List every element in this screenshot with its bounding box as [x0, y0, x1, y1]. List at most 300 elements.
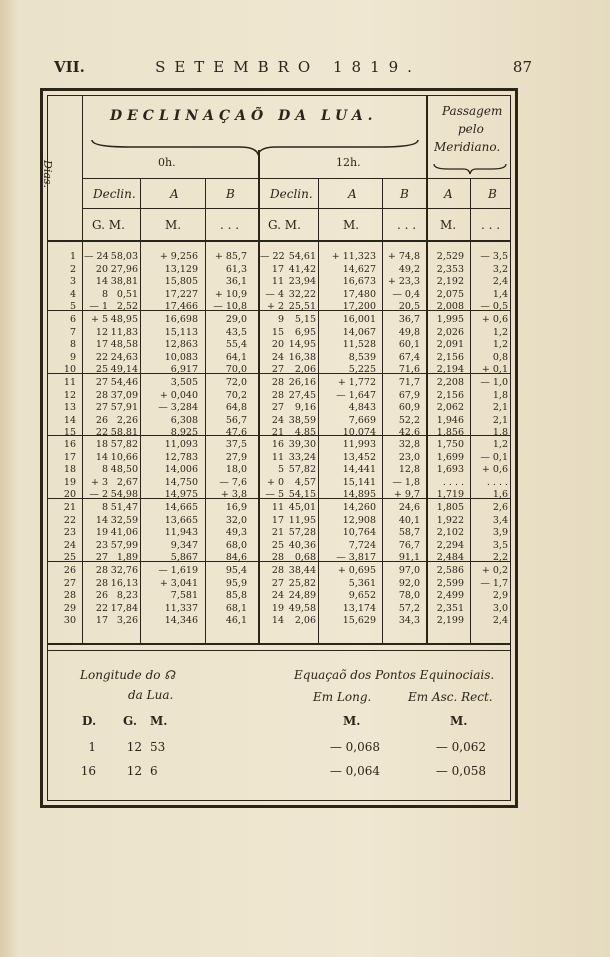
- table-cell: 27: [271, 402, 284, 414]
- table-cell: — 3,5: [480, 251, 508, 262]
- table-cell: 32,59: [110, 514, 138, 526]
- column-days: [50, 502, 76, 565]
- table-cell: 76,7: [398, 539, 420, 551]
- col-declin-12: Declin.: [270, 187, 313, 201]
- table-cell: 2,499: [436, 590, 464, 602]
- table-cell: 27,96: [110, 263, 138, 275]
- footer-cell: 6: [150, 764, 158, 778]
- table-cell: 14,627: [342, 263, 376, 275]
- table-cell: 26: [63, 565, 76, 576]
- table-cell: 24: [271, 351, 284, 363]
- table-cell: + 0,6: [481, 314, 508, 325]
- table-cell: 16,13: [110, 577, 138, 589]
- table-cell: 13,174: [342, 602, 376, 614]
- table-cell: 18: [63, 464, 76, 476]
- divider: [47, 650, 511, 651]
- table-cell: 15,141: [342, 476, 376, 488]
- column-pa: [428, 251, 464, 314]
- table-cell: + 9,256: [159, 251, 198, 262]
- column-g0: [84, 377, 108, 440]
- table-cell: 1,922: [436, 514, 464, 526]
- divider: [47, 643, 511, 645]
- table-cell: 11,337: [164, 602, 198, 614]
- table-cell: 10,66: [110, 451, 138, 463]
- table-cell: 3,9: [492, 527, 508, 539]
- table-cell: 12: [63, 389, 76, 401]
- table-cell: 2,062: [436, 402, 464, 414]
- table-cell: 92,0: [398, 577, 420, 589]
- table-cell: 43,5: [225, 326, 247, 338]
- table-cell: 72,0: [225, 377, 247, 388]
- em-long-label: Em Long.: [313, 690, 372, 704]
- table-cell: 38,44: [288, 565, 316, 576]
- table-cell: 28: [95, 565, 108, 576]
- longitude-title-2: da Lua.: [128, 688, 174, 702]
- table-cell: 3: [69, 276, 76, 288]
- table-cell: 1,856: [436, 427, 464, 439]
- table-cell: 2,529: [436, 251, 464, 262]
- table-cell: 58,7: [398, 527, 420, 539]
- table-cell: 10,074: [342, 427, 376, 439]
- table-cell: 28: [271, 377, 284, 388]
- table-cell: 4,85: [294, 427, 316, 439]
- table-cell: 2,208: [436, 377, 464, 388]
- table-cell: 11: [271, 451, 284, 463]
- column-a0: [142, 439, 198, 502]
- table-cell: 14: [95, 451, 108, 463]
- column-b0: [207, 251, 247, 314]
- table-cell: — 1,619: [158, 565, 198, 576]
- table-cell: 68,1: [225, 602, 247, 614]
- column-pa: [428, 502, 464, 565]
- table-cell: — 3,284: [158, 402, 198, 414]
- table-cell: + 0,695: [337, 565, 376, 576]
- table-cell: 78,0: [398, 590, 420, 602]
- table-cell: + 3,8: [220, 489, 247, 501]
- table-cell: 16: [271, 439, 284, 450]
- table-cell: 8,23: [116, 590, 138, 602]
- table-cell: 29,0: [225, 314, 247, 325]
- table-cell: 13,129: [164, 263, 198, 275]
- table-cell: — 1,647: [336, 389, 376, 401]
- table-cell: 40,36: [288, 539, 316, 551]
- table-cell: 16,698: [164, 314, 198, 325]
- unit-dots-pass: . . .: [481, 218, 501, 232]
- column-a12: [320, 565, 376, 628]
- table-cell: 7,581: [170, 590, 198, 602]
- table-cell: 58,03: [110, 251, 138, 262]
- table-cell: 64,8: [225, 402, 247, 414]
- column-g12: [260, 439, 284, 502]
- table-cell: 41,06: [110, 527, 138, 539]
- table-cell: + 2: [266, 301, 284, 313]
- em-asc-label: Em Asc. Rect.: [408, 690, 493, 704]
- table-cell: 14,260: [342, 502, 376, 513]
- col-a-12: A: [348, 187, 357, 201]
- table-cell: 57,99: [110, 539, 138, 551]
- column-pb: [472, 314, 508, 377]
- table-cell: 84,6: [225, 552, 247, 564]
- col-b-pass: B: [488, 187, 497, 201]
- table-cell: 49,58: [288, 602, 316, 614]
- column-g0: [84, 439, 108, 502]
- table-cell: 14,346: [164, 615, 198, 627]
- table-cell: 1,805: [436, 502, 464, 513]
- table-cell: + 0,040: [159, 389, 198, 401]
- column-a12: [320, 314, 376, 377]
- table-cell: 32,0: [225, 514, 247, 526]
- table-cell: — 5: [265, 489, 284, 501]
- table-cell: 4: [69, 288, 76, 300]
- passagem-label-2: pelo: [458, 122, 484, 136]
- table-cell: 57,2: [398, 602, 420, 614]
- table-cell: 26: [95, 414, 108, 426]
- table-cell: 4,843: [348, 402, 376, 414]
- table-cell: 49,3: [225, 527, 247, 539]
- column-days: [50, 377, 76, 440]
- table-cell: 2,075: [436, 288, 464, 300]
- table-cell: 8: [69, 339, 76, 351]
- table-cell: 1,693: [436, 464, 464, 476]
- table-cell: 67,4: [398, 351, 420, 363]
- col-a-pass: A: [444, 187, 453, 201]
- table-cell: 28: [271, 565, 284, 576]
- table-cell: 71,6: [398, 364, 420, 376]
- table-cell: 12,863: [164, 339, 198, 351]
- table-cell: 15,629: [342, 615, 376, 627]
- table-cell: 17: [95, 339, 108, 351]
- table-cell: + 23,3: [387, 276, 420, 288]
- table-cell: 10: [63, 364, 76, 376]
- table-cell: 0,8: [492, 351, 508, 363]
- table-cell: 1,750: [436, 439, 464, 450]
- table-cell: — 1,0: [480, 377, 508, 388]
- table-cell: 2,351: [436, 602, 464, 614]
- divider: [47, 240, 511, 242]
- table-cell: 1,2: [492, 439, 508, 450]
- column-b0: [207, 439, 247, 502]
- divider: [140, 178, 141, 643]
- footer-cell: 16: [80, 764, 96, 778]
- table-cell: 6,917: [170, 364, 198, 376]
- table-cell: 49,14: [110, 364, 138, 376]
- col-a-0: A: [170, 187, 179, 201]
- table-cell: 12,908: [342, 514, 376, 526]
- table-cell: 9,652: [348, 590, 376, 602]
- table-cell: 27: [271, 577, 284, 589]
- table-cell: 8,925: [170, 427, 198, 439]
- table-cell: 25: [63, 552, 76, 564]
- table-cell: + 0,6: [481, 464, 508, 476]
- table-cell: 1,2: [492, 326, 508, 338]
- table-cell: 15: [63, 427, 76, 439]
- passagem-label-1: Passagem: [442, 104, 503, 118]
- table-cell: 21: [63, 502, 76, 513]
- table-cell: 1,8: [492, 427, 508, 439]
- column-days: [50, 565, 76, 628]
- table-cell: 6: [69, 314, 76, 325]
- table-cell: 33,24: [288, 451, 316, 463]
- column-m0: [108, 377, 138, 440]
- table-cell: 20: [271, 339, 284, 351]
- table-cell: 70,2: [225, 389, 247, 401]
- column-days: [50, 314, 76, 377]
- table-cell: 1,719: [436, 489, 464, 501]
- unit-m-pass: M.: [440, 218, 457, 232]
- column-a12: [320, 502, 376, 565]
- table-cell: 68,0: [225, 539, 247, 551]
- column-m0: [108, 251, 138, 314]
- table-cell: 16: [63, 439, 76, 450]
- column-g0: [84, 502, 108, 565]
- table-cell: 47,6: [225, 427, 247, 439]
- table-cell: + 74,8: [387, 251, 420, 262]
- table-cell: 40,1: [398, 514, 420, 526]
- table-cell: 17: [271, 263, 284, 275]
- table-cell: — 4: [265, 288, 284, 300]
- divider: [82, 178, 511, 179]
- unit-m-0: M.: [165, 218, 182, 232]
- column-g12: [260, 251, 284, 314]
- table-cell: 38,81: [110, 276, 138, 288]
- table-cell: 14,067: [342, 326, 376, 338]
- dias-label: Dias.: [41, 160, 54, 189]
- table-cell: 19: [95, 527, 108, 539]
- table-cell: 27: [271, 364, 284, 376]
- table-cell: — 0,4: [392, 288, 420, 300]
- table-cell: 2,008: [436, 301, 464, 313]
- table-cell: 14,975: [164, 489, 198, 501]
- table-cell: . . . .: [442, 476, 464, 488]
- unit-dots-12: . . .: [397, 218, 417, 232]
- unit-gm-0: G. M.: [92, 218, 125, 232]
- table-cell: 2,67: [116, 476, 138, 488]
- column-g12: [260, 565, 284, 628]
- table-cell: 97,0: [398, 565, 420, 576]
- column-g12: [260, 377, 284, 440]
- unit-gm-12: G. M.: [268, 218, 301, 232]
- table-cell: 2,4: [492, 615, 508, 627]
- table-cell: 9: [69, 351, 76, 363]
- hour-12-label: 12h.: [336, 156, 361, 169]
- table-cell: 22: [95, 602, 108, 614]
- table-cell: — 2: [89, 489, 108, 501]
- table-cell: 20,5: [398, 301, 420, 313]
- table-cell: + 85,7: [214, 251, 247, 262]
- table-cell: 3,5: [492, 539, 508, 551]
- table-cell: 57,28: [288, 527, 316, 539]
- table-cell: 2,026: [436, 326, 464, 338]
- table-cell: 13,452: [342, 451, 376, 463]
- table-cell: 2,6: [492, 502, 508, 513]
- table-cell: 12: [95, 326, 108, 338]
- table-cell: 54,98: [110, 489, 138, 501]
- column-a0: [142, 314, 198, 377]
- table-cell: 60,9: [398, 402, 420, 414]
- table-cell: 1,2: [492, 339, 508, 351]
- column-m0: [108, 439, 138, 502]
- table-cell: 4,57: [294, 476, 316, 488]
- table-cell: 14,95: [288, 339, 316, 351]
- unit-m-12: M.: [343, 218, 360, 232]
- table-cell: — 0,1: [480, 451, 508, 463]
- table-cell: 64,1: [225, 351, 247, 363]
- footer-cell: — 0,058: [435, 764, 486, 778]
- table-cell: 26: [95, 590, 108, 602]
- table-cell: 24: [271, 590, 284, 602]
- column-pb: [472, 502, 508, 565]
- table-cell: 11,95: [288, 514, 316, 526]
- table-cell: — 1,8: [392, 476, 420, 488]
- table-cell: 2,2: [492, 552, 508, 564]
- table-cell: 14: [95, 276, 108, 288]
- table-cell: 26,16: [288, 377, 316, 388]
- column-pb: [472, 251, 508, 314]
- column-pa: [428, 314, 464, 377]
- table-cell: 5,15: [294, 314, 316, 325]
- table-cell: 17,84: [110, 602, 138, 614]
- table-cell: 1,946: [436, 414, 464, 426]
- table-cell: 48,50: [110, 464, 138, 476]
- column-b0: [207, 502, 247, 565]
- table-cell: 55,4: [225, 339, 247, 351]
- table-cell: 51,47: [110, 502, 138, 513]
- table-cell: + 3,041: [159, 577, 198, 589]
- table-cell: 24,89: [288, 590, 316, 602]
- divider: [470, 178, 471, 643]
- table-cell: 49,2: [398, 263, 420, 275]
- footer-cell: — 0,062: [435, 740, 486, 754]
- table-cell: 49,8: [398, 326, 420, 338]
- table-cell: 2,1: [492, 414, 508, 426]
- table-cell: 28: [95, 577, 108, 589]
- table-cell: 3,0: [492, 602, 508, 614]
- column-a0: [142, 565, 198, 628]
- equation-title: Equaçaõ dos Pontos Equinociais.: [294, 668, 495, 682]
- table-cell: 2,9: [492, 590, 508, 602]
- table-cell: 23: [63, 527, 76, 539]
- table-cell: 32,76: [110, 565, 138, 576]
- table-cell: 3,505: [170, 377, 198, 388]
- table-cell: 28: [271, 552, 284, 564]
- passagem-label-3: Meridiano.: [434, 140, 501, 154]
- table-cell: 2,102: [436, 527, 464, 539]
- col-g-label: G.: [123, 714, 137, 728]
- column-b12: [384, 377, 420, 440]
- column-pa: [428, 439, 464, 502]
- table-cell: 2,091: [436, 339, 464, 351]
- divider: [318, 178, 319, 643]
- table-cell: + 11,323: [331, 251, 376, 262]
- table-cell: 5,361: [348, 577, 376, 589]
- asc-m-label: M.: [450, 714, 468, 728]
- section-number: VII.: [54, 58, 85, 76]
- table-cell: 6,308: [170, 414, 198, 426]
- table-cell: 30: [63, 615, 76, 627]
- table-cell: 16,9: [225, 502, 247, 513]
- table-cell: 18: [95, 439, 108, 450]
- table-cell: 57,82: [110, 439, 138, 450]
- table-cell: 16,673: [342, 276, 376, 288]
- table-cell: 7,669: [348, 414, 376, 426]
- table-cell: 9,16: [294, 402, 316, 414]
- table-cell: 15: [271, 326, 284, 338]
- table-cell: 42,6: [398, 427, 420, 439]
- column-a12: [320, 439, 376, 502]
- table-cell: 22: [63, 514, 76, 526]
- table-cell: 85,8: [225, 590, 247, 602]
- table-cell: + 1,772: [337, 377, 376, 388]
- table-cell: 1,6: [492, 489, 508, 501]
- table-cell: 20: [95, 263, 108, 275]
- column-m0: [108, 565, 138, 628]
- table-cell: 2,1: [492, 402, 508, 414]
- table-cell: 41,42: [288, 263, 316, 275]
- table-cell: 1,995: [436, 314, 464, 325]
- table-cell: 54,46: [110, 377, 138, 388]
- column-m12: [284, 439, 316, 502]
- column-b0: [207, 314, 247, 377]
- table-cell: 21: [271, 427, 284, 439]
- column-g12: [260, 314, 284, 377]
- table-cell: 14: [63, 414, 76, 426]
- table-cell: 1,4: [492, 288, 508, 300]
- column-a0: [142, 377, 198, 440]
- table-cell: 58,81: [110, 427, 138, 439]
- column-a12: [320, 377, 376, 440]
- page-number: 87: [512, 58, 532, 76]
- table-cell: 95,4: [225, 565, 247, 576]
- table-cell: 37,09: [110, 389, 138, 401]
- footer-cell: 1: [88, 740, 96, 754]
- table-cell: 5,225: [348, 364, 376, 376]
- table-cell: 23: [95, 539, 108, 551]
- column-days: [50, 251, 76, 314]
- column-g12: [260, 502, 284, 565]
- column-b12: [384, 502, 420, 565]
- brace-decoration: [90, 138, 420, 156]
- table-cell: 9,347: [170, 539, 198, 551]
- table-cell: 19: [63, 476, 76, 488]
- column-a0: [142, 251, 198, 314]
- column-m0: [108, 502, 138, 565]
- table-cell: 2,06: [294, 364, 316, 376]
- table-cell: 14,750: [164, 476, 198, 488]
- table-cell: 2,52: [116, 301, 138, 313]
- table-cell: 2,192: [436, 276, 464, 288]
- column-b12: [384, 251, 420, 314]
- table-cell: 2,199: [436, 615, 464, 627]
- table-cell: 27,9: [225, 451, 247, 463]
- table-cell: 2,26: [116, 414, 138, 426]
- table-cell: 9: [277, 314, 284, 325]
- table-cell: 57,82: [288, 464, 316, 476]
- table-cell: 10,764: [342, 527, 376, 539]
- table-cell: 27: [95, 377, 108, 388]
- table-cell: — 24: [84, 251, 109, 262]
- table-cell: 11,83: [110, 326, 138, 338]
- column-m12: [284, 565, 316, 628]
- table-cell: 8,539: [348, 351, 376, 363]
- column-b12: [384, 565, 420, 628]
- table-cell: 13,665: [164, 514, 198, 526]
- table-cell: 11: [271, 276, 284, 288]
- table-cell: 21: [271, 527, 284, 539]
- table-cell: 16,001: [342, 314, 376, 325]
- table-cell: 61,3: [225, 263, 247, 275]
- table-cell: 6,95: [294, 326, 316, 338]
- running-head: [54, 58, 532, 80]
